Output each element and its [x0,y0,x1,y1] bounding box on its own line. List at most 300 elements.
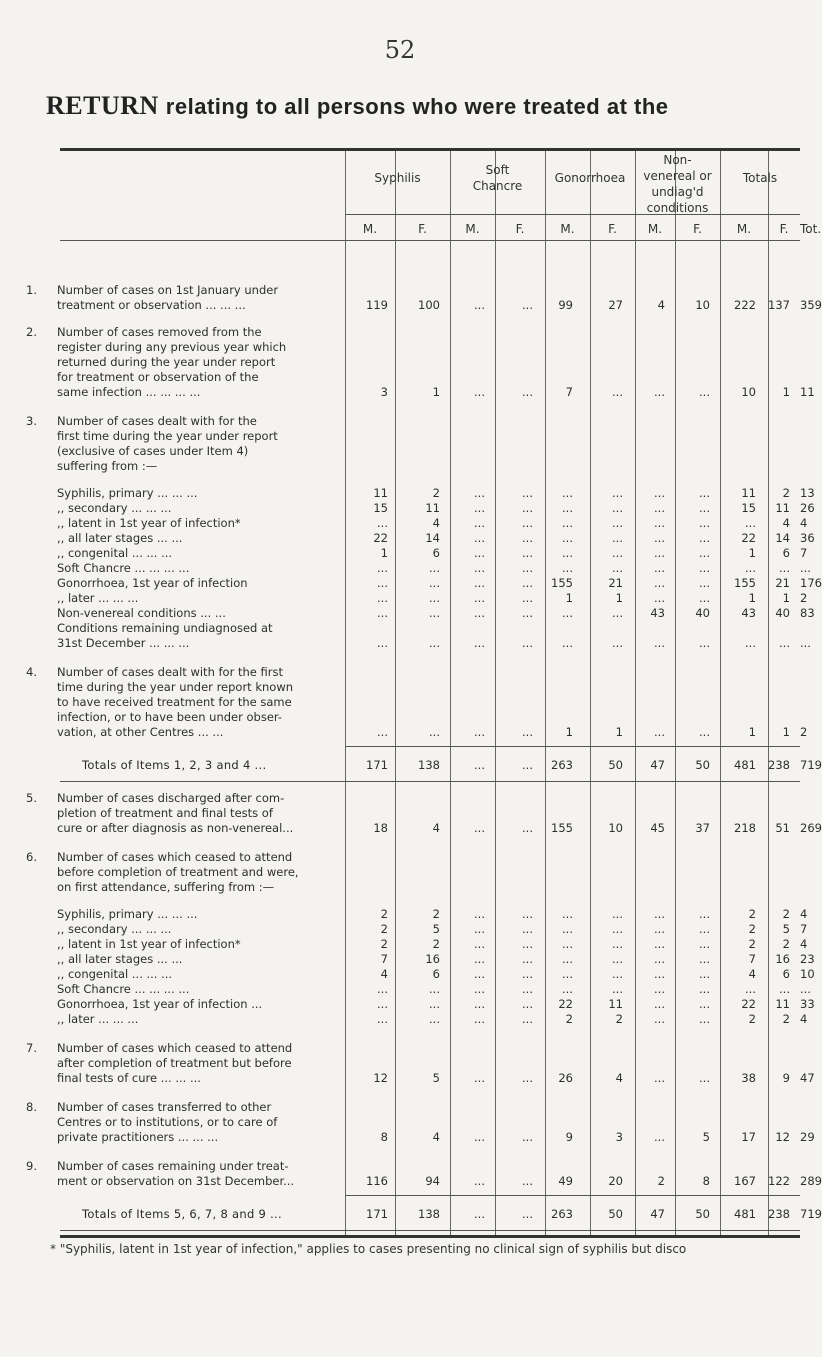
cell-value: 15 [373,501,388,515]
column-subheader: F. [418,222,427,236]
cell-value: 11 [775,997,790,1011]
row-label-line: ,, secondary ... ... ... [57,501,172,515]
cell-value: ... [612,385,623,399]
cell-value: ... [562,516,573,530]
cell-value: 4 [748,967,756,981]
row-label-line: 31st December ... ... ... [57,636,190,650]
cell-value: 6 [432,546,440,560]
cell-value: 137 [768,298,790,312]
cell-value: ... [474,922,485,936]
cell-value: ... [654,967,665,981]
cell-value: ... [654,546,665,560]
row-label-line: suffering from :— [57,459,158,473]
item-number: 5. [26,791,37,805]
row-label-line: Centres or to institutions, or to care of [57,1115,278,1129]
row-label-line: cure or after diagnosis as non-venereal... [57,821,294,835]
row-label-line: vation, at other Centres ... ... [57,725,224,739]
row-label-line: private practitioners ... ... ... [57,1130,219,1144]
cell-value: ... [522,907,533,921]
cell-value: ... [377,636,388,650]
row-label-line: Totals of Items 5, 6, 7, 8 and 9 ... [82,1207,282,1221]
cell-value: ... [474,758,485,772]
cell-value: ... [699,997,710,1011]
cell-value: 10 [741,385,756,399]
cell-value: 5 [432,1071,440,1085]
item-number: 7. [26,1041,37,1055]
cell-value: 122 [768,1174,790,1188]
cell-value: ... [429,1012,440,1026]
cell-value: 2 [432,937,440,951]
cell-value: 49 [558,1174,573,1188]
cell-value: ... [522,922,533,936]
cell-value: ... [522,1207,533,1221]
cell-value: ... [377,1012,388,1026]
cell-value: 11 [425,501,440,515]
cell-value: 11 [741,486,756,500]
subheader-rule-top [345,214,800,215]
cell-value: ... [474,967,485,981]
cell-value: 2 [380,922,388,936]
cell-value: ... [474,1012,485,1026]
cell-value: ... [522,385,533,399]
row-label-line: same infection ... ... ... ... [57,385,201,399]
row-label-line: Number of cases dealt with for the [57,414,257,428]
cell-value: ... [699,516,710,530]
item-number: 6. [26,850,37,864]
cell-value: ... [522,486,533,500]
cell-value: ... [522,1012,533,1026]
cell-value: ... [522,636,533,650]
footnote: * "Syphilis, latent in 1st year of infection," applies to cases presenting no clinical sign of syphilis but disco [50,1242,687,1256]
cell-value: 155 [551,821,573,835]
cell-value: ... [612,907,623,921]
cell-value: ... [377,576,388,590]
cell-value: ... [522,576,533,590]
column-group-header: Gonorrhoea [554,171,626,185]
cell-value: 100 [418,298,440,312]
cell-value: 2 [615,1012,623,1026]
cell-value: ... [562,486,573,500]
cell-value: ... [562,922,573,936]
cell-value: ... [377,725,388,739]
cell-value: ... [474,937,485,951]
cell-value: ... [654,982,665,996]
cell-value: ... [474,1130,485,1144]
cell-value: 51 [775,821,790,835]
row-label-line: Number of cases dealt with for the first [57,665,283,679]
cell-value: 218 [734,821,756,835]
row-label-line: ,, all later stages ... ... [57,952,183,966]
cell-value: 50 [608,1207,623,1221]
cell-value: 167 [734,1174,756,1188]
cell-value: ... [522,546,533,560]
cell-value: ... [377,591,388,605]
cell-value: ... [429,606,440,620]
cell-value: 171 [366,1207,388,1221]
cell-value: 1 [782,725,790,739]
cell-value: ... [474,1174,485,1188]
row-label-line: to have received treatment for the same [57,695,292,709]
cell-value: 155 [551,576,573,590]
cell-value: ... [562,501,573,515]
cell-value: ... [612,952,623,966]
cell-value: 43 [741,606,756,620]
cell-value: ... [474,821,485,835]
cell-value: 1 [748,546,756,560]
cell-value: ... [654,937,665,951]
cell-value: ... [562,937,573,951]
cell-value: 3 [380,385,388,399]
cell-value: 2 [782,486,790,500]
row-label-line: Number of cases transferred to other [57,1100,272,1114]
cell-value: ... [654,486,665,500]
cell-value: ... [654,997,665,1011]
cell-value: ... [654,1130,665,1144]
cell-value: 119 [366,298,388,312]
cell-value: ... [377,982,388,996]
row-label-line: Conditions remaining undiagnosed at [57,621,273,635]
cell-value: ... [474,725,485,739]
row-label-line: on first attendance, suffering from :— [57,880,275,894]
cell-value: ... [699,937,710,951]
totals-rule-bottom [60,781,800,782]
cell-value: ... [654,907,665,921]
cell-value: 222 [734,298,756,312]
row-label-line: ,, latent in 1st year of infection* [57,516,241,530]
cell-value: ... [474,907,485,921]
cell-value: 138 [418,758,440,772]
cell-value: 138 [418,1207,440,1221]
cell-value: 22 [741,997,756,1011]
item-number: 4. [26,665,37,679]
cell-value: 2 [748,1012,756,1026]
page-title [46,91,669,121]
cell-value: ... [377,516,388,530]
cell-value: ... [612,546,623,560]
cell-value: ... [522,997,533,1011]
cell-value: 2 [748,907,756,921]
column-subheader: M. [560,222,575,236]
cell-value: 5 [432,922,440,936]
cell-value: 1 [380,546,388,560]
cell-value: ... [654,1012,665,1026]
cell-value: ... [522,967,533,981]
cell-value: ... [474,385,485,399]
row-label-line: Syphilis, primary ... ... ... [57,907,198,921]
cell-value: ... [699,531,710,545]
cell-value: 1 [432,385,440,399]
row-label-line: ment or observation on 31st December... [57,1174,295,1188]
cell-value: ... [654,385,665,399]
row-label-line: ,, later ... ... ... [57,1012,139,1026]
cell-value: 94 [425,1174,440,1188]
cell-value: 2 [380,907,388,921]
cell-value: ... [522,952,533,966]
cell-value: 18 [373,821,388,835]
cell-value: 9 [782,1071,790,1085]
cell-value: ... [429,725,440,739]
cell-value: 2 [657,1174,665,1188]
cell-value: ... [654,576,665,590]
cell-value: ... [562,636,573,650]
row-label-line: Soft Chancre ... ... ... ... [57,561,190,575]
cell-value: ... [612,967,623,981]
totals-rule-bottom [60,1230,800,1231]
cell-value: 1 [565,725,573,739]
cell-value: 16 [775,952,790,966]
cell-value: 26 [558,1071,573,1085]
cell-value: 4 [432,821,440,835]
item-number: 1. [26,283,37,297]
cell-value: 12 [775,1130,790,1144]
cell-value: 10 [608,821,623,835]
cell-value: ... [474,606,485,620]
column-subheader: F. [779,222,789,236]
cell-value: ... [377,997,388,1011]
cell-value: ... [474,486,485,500]
column-subheader: M. [736,222,752,236]
cell-value: 481 [734,1207,756,1221]
row-label-line: ,, secondary ... ... ... [57,922,172,936]
cell-value: 50 [608,758,623,772]
cell-value: 2 [380,937,388,951]
cell-value: 14 [775,531,790,545]
column-group-header: Totals [742,171,778,185]
cell-value: 5 [702,1130,710,1144]
cell-value: ... [522,1130,533,1144]
cell-value: ... [612,561,623,575]
cell-value: ... [699,725,710,739]
cell-value: ... [654,561,665,575]
cell-value: ... [562,561,573,575]
cell-value: ... [699,952,710,966]
cell-value: ... [699,561,710,575]
cell-value: 20 [608,1174,623,1188]
cell-value: ... [612,516,623,530]
row-label-line: first time during the year under report [57,429,278,443]
cell-value: ... [522,725,533,739]
cell-value: ... [612,501,623,515]
cell-value: 1 [748,725,756,739]
cell-value: ... [474,952,485,966]
cell-value: ... [654,636,665,650]
column-group-header: Non-venereal or undiag'd conditions [643,153,712,215]
row-label-line: final tests of cure ... ... ... [57,1071,201,1085]
cell-value: 15 [741,501,756,515]
cell-value: 8 [702,1174,710,1188]
item-number: 2. [26,325,37,339]
cell-value: ... [562,546,573,560]
cell-value: ... [474,546,485,560]
cell-value: ... [562,982,573,996]
top-rule [60,148,800,151]
cell-value: ... [654,725,665,739]
cell-value: ... [612,531,623,545]
cell-value: 50 [695,758,710,772]
cell-value: ... [474,1071,485,1085]
cell-value: 4 [380,967,388,981]
cell-value: 2 [432,907,440,921]
cell-value: 10 [695,298,710,312]
cell-value: 7 [565,385,573,399]
cell-value: ... [474,997,485,1011]
cell-value: ... [699,576,710,590]
cell-value: 12 [373,1071,388,1085]
row-label-line: treatment or observation ... ... ... [57,298,246,312]
cell-value: 47 [650,1207,665,1221]
cell-value: ... [429,982,440,996]
cell-value: 1 [615,591,623,605]
column-subheader: F. [608,222,617,236]
cell-value: ... [522,1071,533,1085]
row-label-line: Gonorrhoea, 1st year of infection ... [57,997,263,1011]
cell-value: ... [474,591,485,605]
cell-value: 155 [734,576,756,590]
cell-value: 4 [432,516,440,530]
cell-value: 2 [565,1012,573,1026]
column-subheader: F. [515,222,525,236]
cell-value: 38 [741,1071,756,1085]
cell-value: ... [522,501,533,515]
cell-value: 2 [782,1012,790,1026]
item-number: 8. [26,1100,37,1114]
cell-value: ... [474,561,485,575]
title-rest: relating to all persons who were treated at the [165,94,669,119]
row-label-line: pletion of treatment and final tests of [57,806,273,820]
cell-value: 7 [380,952,388,966]
cell-value: 3 [615,1130,623,1144]
cell-value: 21 [608,576,623,590]
row-label-line: register during any previous year which [57,340,287,354]
cell-value: ... [429,561,440,575]
cell-value: 171 [366,758,388,772]
cell-value: ... [699,922,710,936]
cell-value: ... [779,636,790,650]
row-label-line: Non-venereal conditions ... ... [57,606,226,620]
cell-value: 2 [748,937,756,951]
cell-value: 21 [775,576,790,590]
cell-value: 40 [695,606,710,620]
cell-value: 116 [366,1174,388,1188]
row-label-line: ,, latent in 1st year of infection* [57,937,241,951]
row-label-line: returned during the year under report [57,355,276,369]
cell-value: 6 [432,967,440,981]
row-label-line: Totals of Items 1, 2, 3 and 4 ... [82,758,267,772]
cell-value: 40 [775,606,790,620]
cell-value: 5 [782,922,790,936]
cell-value: 1 [565,591,573,605]
cell-value: ... [699,967,710,981]
cell-value: 8 [380,1130,388,1144]
row-label-line: Number of cases discharged after com- [57,791,285,805]
cell-value: ... [699,501,710,515]
row-label-line: Number of cases on 1st January under [57,283,279,297]
cell-value: 4 [432,1130,440,1144]
cell-value: 27 [608,298,623,312]
cell-value: ... [474,501,485,515]
cell-value: ... [745,636,756,650]
column-group-header: Soft Chancre [472,163,523,193]
cell-value: ... [562,531,573,545]
row-label-line: ,, all later stages ... ... [57,531,183,545]
cell-value: ... [562,907,573,921]
row-label-line: ,, later ... ... ... [57,591,139,605]
column-subheader: M. [362,222,378,236]
cell-value: ... [522,561,533,575]
cell-value: ... [612,636,623,650]
cell-value: 17 [741,1130,756,1144]
item-number: 9. [26,1159,37,1173]
cell-value: 1 [782,385,790,399]
cell-value: ... [779,982,790,996]
cell-value: ... [562,952,573,966]
cell-value: ... [474,576,485,590]
row-label-line: Number of cases removed from the [57,325,262,339]
row-label-line: Syphilis, primary ... ... ... [57,486,198,500]
row-label-line: Number of cases which ceased to attend [57,1041,293,1055]
cell-value: ... [522,298,533,312]
cell-value: ... [612,982,623,996]
cell-value: 9 [565,1130,573,1144]
cell-value: ... [429,591,440,605]
cell-value: ... [654,1071,665,1085]
cell-value: 11 [608,997,623,1011]
title-lead: RETURN [46,91,159,120]
cell-value: 6 [782,967,790,981]
cell-value: ... [612,486,623,500]
row-label-line: before completion of treatment and were, [57,865,299,879]
cell-value: ... [522,758,533,772]
cell-value: ... [745,982,756,996]
cell-value: 7 [748,952,756,966]
cell-value: ... [522,531,533,545]
row-label-line: Number of cases remaining under treat- [57,1159,289,1173]
column-subheader: M. [465,222,480,236]
cell-value: 238 [768,758,790,772]
cell-value: ... [654,952,665,966]
totals-rule-top [345,1195,800,1196]
cell-value: ... [612,937,623,951]
cell-value: 37 [695,821,710,835]
cell-value: 99 [558,298,573,312]
cell-value: 1 [782,591,790,605]
totals-rule-top [345,746,800,747]
bottom-rule [60,1235,800,1238]
cell-value: 238 [768,1207,790,1221]
cell-value: ... [562,967,573,981]
cell-value: ... [429,576,440,590]
cell-value: ... [522,1174,533,1188]
row-label-line: ,, congenital ... ... ... [57,546,173,560]
row-label-line: (exclusive of cases under Item 4) [57,444,249,458]
row-label-line: ,, congenital ... ... ... [57,967,173,981]
subheader-rule [60,240,800,241]
cell-value: 481 [734,758,756,772]
cell-value: 1 [615,725,623,739]
cell-value: ... [745,561,756,575]
cell-value: ... [654,501,665,515]
cell-value: 22 [558,997,573,1011]
item-number: 3. [26,414,37,428]
cell-value: ... [474,982,485,996]
cell-value: 22 [741,531,756,545]
cell-value: 263 [551,1207,573,1221]
row-label-line: Number of cases which ceased to attend [57,850,293,864]
cell-value: ... [699,1012,710,1026]
cell-value: 4 [657,298,665,312]
cell-value: ... [654,516,665,530]
cell-value: 50 [695,1207,710,1221]
